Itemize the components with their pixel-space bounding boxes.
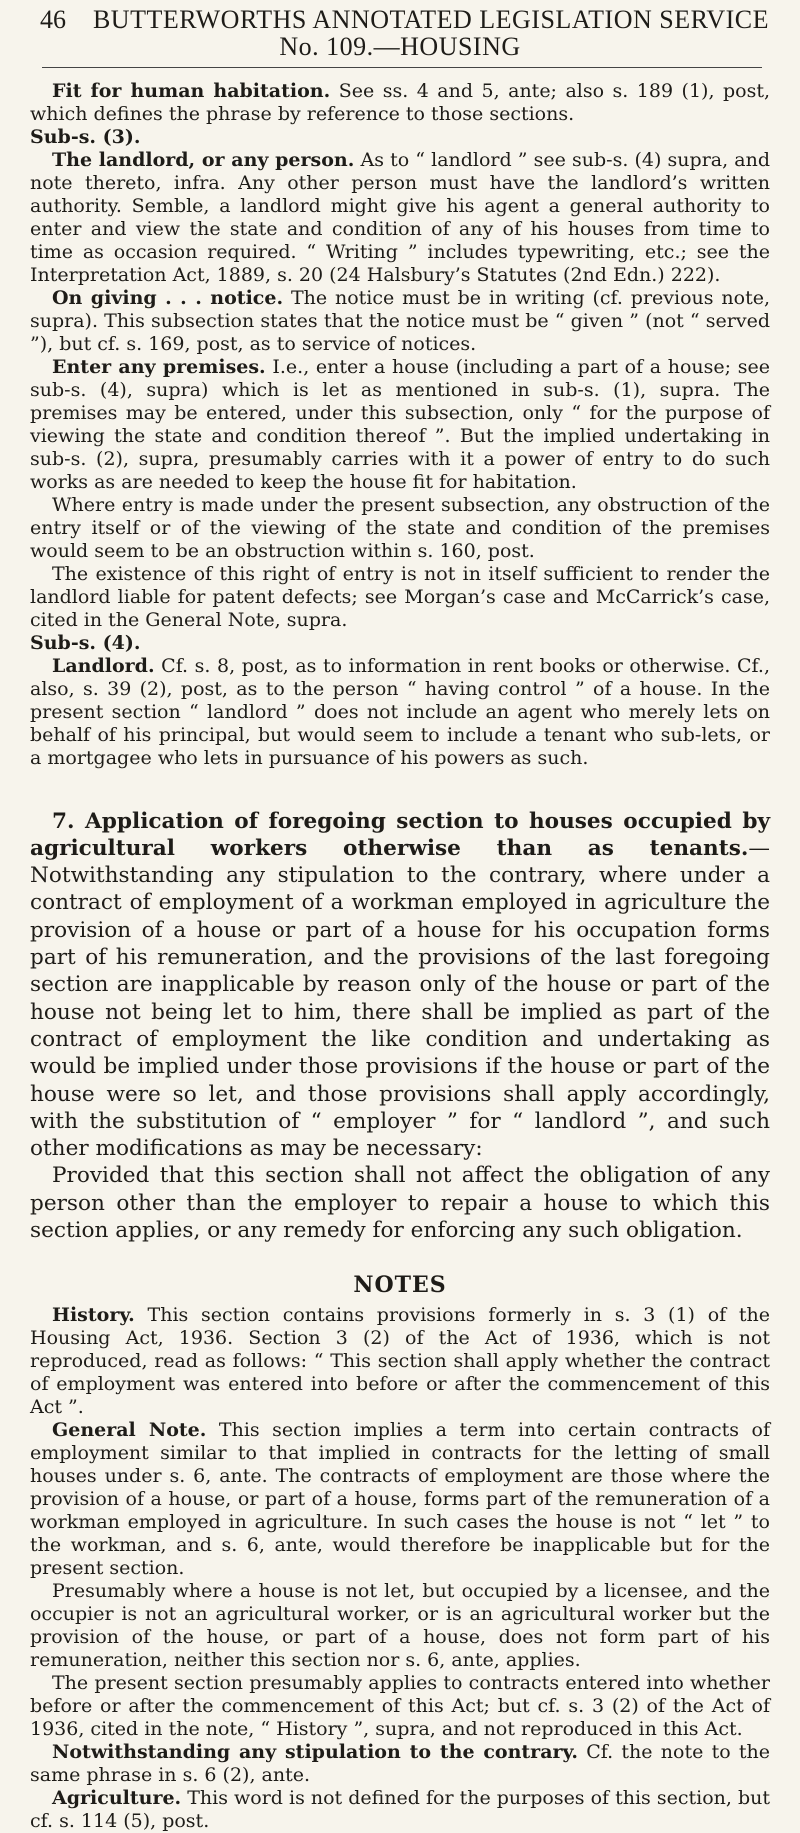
note-paragraph: Agriculture. This word is not defined for the purposes of this section, but cf. s. 114 (5), post. — [30, 1787, 770, 1833]
notes-title: NOTES — [353, 1272, 447, 1299]
note-paragraph: The present section presumably applies to contracts entered into whether before or after the commencement of this Act; but cf. s. 3 (2) of the Act of 1936, cited in the note, “ History ”, supra, and not reproduced in this Act. — [30, 1672, 770, 1741]
note-subheading: Sub-s. (3). — [30, 125, 141, 148]
note-paragraph: The existence of this right of entry is not in itself sufficient to render the landlord liable for patent defects; see Morgan’s case and McCarrick’s case, cited in the General Note, supra. — [30, 562, 770, 631]
section-proviso: Provided that this section shall not affect the obligation of any person other than the employer to repair a house to which this section applies, or any remedy for enforcing any such obligation. — [30, 1163, 770, 1244]
note-paragraph: Notwithstanding any stipulation to the contrary. Cf. the note to the same phrase in s. 6 (2), ante. — [30, 1741, 771, 1787]
section-heading: 7. Application of foregoing section to houses occupied by agricultural workers otherwise than as tenants. — [30, 808, 770, 861]
section-notes — [30, 1304, 770, 1833]
running-head — [30, 0, 770, 61]
section-text: 7. Application of foregoing section to houses occupied by agricultural workers otherwise than as tenants.—Notwithstanding any stipulation to the contrary, where under a contract of employment of a workman employed in agriculture the provision of a house or part of a house for his occupation forms part of his remuneration, and the provisions of the last foregoing section are inapplicable by reason only of the house or part of the house not being let to him, there shall be implied as part of the contract of employment the like condition and undertaking as would be implied under those provisions if the house or part of the house were so let, and those provisions shall apply accordingly, with the substitution of “ employer ” for “ landlord ”, and such other modifications as may be necessary: — [30, 808, 770, 1162]
note-paragraph: On giving . . . notice. The notice must be in writing (cf. previous note, supra). This subsection states that the notice must be “ given ” (not “ served ”), but cf. s. 169, post, as to service of notices. — [30, 286, 770, 355]
note-paragraph: Enter any premises. I.e., enter a house (including a part of a house; see sub-s. (4), supra) which is let as mentioned in sub-s. (1), supra. The premises may be entered, under this subsection, only “ for the purpose of viewing the state and condition thereof ”. But the implied undertaking in sub-s. (2), supra, presumably carries with it a power of entry to do such works as are needed to keep the house fit for habitation. — [30, 355, 770, 493]
note-subheading: Sub-s. (4). — [30, 631, 141, 654]
note-paragraph: Presumably where a house is not let, but occupied by a licensee, and the occupier is not an agricultural worker, or is an agricultural worker but the provision of the house, or part of a house, does not form part of his remuneration, neither this section nor s. 6, ante, applies. — [30, 1580, 770, 1672]
preceding-notes — [30, 80, 770, 770]
note-paragraph: Fit for human habitation. See ss. 4 and 5, ante; also s. 189 (1), post, which defines the phrase by reference to those sections. — [30, 79, 771, 125]
note-paragraph: History. This section contains provisions formerly in s. 3 (1) of the Housing Act, 1936. Section 3 (2) of the Act of 1936, which is not reproduced, read as follows: “ This section shall apply whether the contract of employment was entered into before or after the commencement of this Act ”. — [30, 1304, 770, 1419]
header-rule — [42, 67, 762, 68]
note-paragraph: Where entry is made under the present subsection, any obstruction of the entry itself or of the viewing of the state and condition of the premises would seem to be an obstruction within s. 160, post. — [30, 493, 770, 562]
section-7 — [30, 808, 770, 1245]
publication-title: BUTTERWORTHS ANNOTATED LEGISLATION SERVICE — [92, 5, 770, 34]
note-paragraph: The landlord, or any person. As to “ landlord ” see sub-s. (4) supra, and note thereto, infra. Any other person must have the landlord’s written authority. Semble, a landlord might give his agent a general authority to enter and view the state and condition of any of his houses from time to time as occasion required. “ Writing ” includes typewriting, etc.; see the Interpretation Act, 1889, s. 20 (24 Halsbury’s Statutes (2nd Edn.) 222). — [30, 148, 771, 286]
page-number: 46 — [40, 5, 66, 34]
note-paragraph: General Note. This section implies a term into certain contracts of employment similar to that implied in contracts for the letting of small houses under s. 6, ante. The contracts of employment are those where the provision of a house, or part of a house, forms part of the remuneration of a workman employed in agriculture. In such cases the house is not “ let ” to the workman, and s. 6, ante, would therefore be inapplicable but for the present section. — [30, 1419, 771, 1580]
note-paragraph: Landlord. Cf. s. 8, post, as to information in rent books or otherwise. Cf., also, s. 39 (2), post, as to the person “ having control ” of a house. In the present section “ landlord ” does not include an agent who merely lets on behalf of his principal, but would seem to include a tenant who sub-lets, or a mortgagee who lets in pursuance of his powers as such. — [30, 654, 770, 769]
volume-title: No. 109.—HOUSING — [279, 32, 521, 62]
